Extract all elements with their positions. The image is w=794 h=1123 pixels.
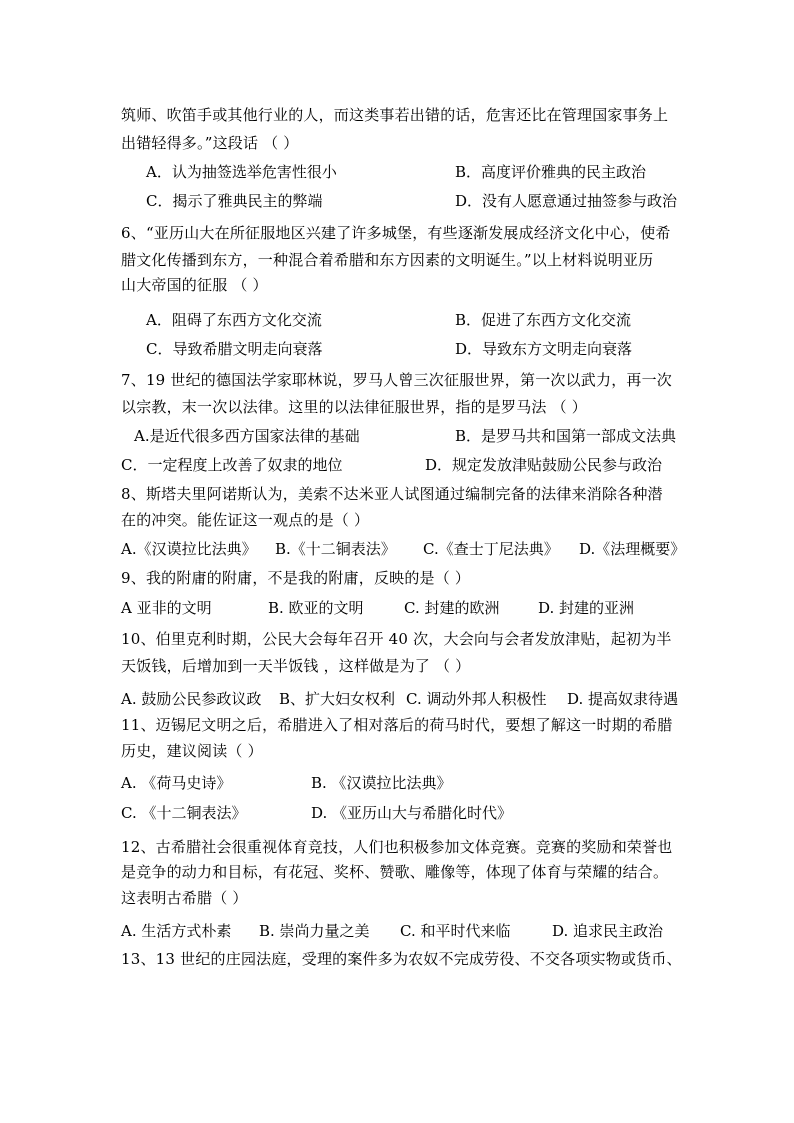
q6-option-b: B．促进了东西方文化交流	[455, 311, 632, 329]
q7-option-a: A.是近代很多西方国家法律的基础	[134, 427, 360, 445]
q9-option-a: A 亚非的文明	[121, 599, 212, 617]
q12-stem-line3: 这表明古希腊（ ）	[121, 889, 248, 907]
q13-stem-line1: 13、13 世纪的庄园法庭，受理的案件多为农奴不完成劳役、不交各项实物或货币、	[121, 950, 682, 968]
q8-option-b: B.《十二铜表法》	[275, 540, 396, 558]
q8-option-d: D.《法理概要》	[579, 540, 686, 558]
q11-stem-line1: 11、迈锡尼文明之后，希腊进入了相对落后的荷马时代，要想了解这一时期的希腊	[121, 716, 673, 734]
q12-option-c: C. 和平时代来临	[400, 922, 511, 940]
q8-option-a: A.《汉谟拉比法典》	[121, 540, 257, 558]
q10-option-a: A. 鼓励公民参政议政	[121, 690, 262, 708]
q9-option-c: C. 封建的欧洲	[404, 599, 500, 617]
q10-option-c: C. 调动外邦人积极性	[406, 690, 547, 708]
q9-stem-line1: 9、我的附庸的附庸，不是我的附庸，反映的是（ ）	[121, 569, 471, 587]
q5-stem-line2: 出错轻得多。”这段话 （ ）	[121, 134, 299, 152]
q12-stem-line2: 是竞争的动力和目标，有花冠、奖杯、赞歌、雕像等，体现了体育与荣耀的结合。	[121, 863, 669, 881]
q7-option-b: B．是罗马共和国第一部成文法典	[455, 427, 677, 445]
q6-stem-line3: 山大帝国的征服 （ ）	[121, 276, 268, 294]
q11-option-a: A. 《荷马史诗》	[121, 774, 232, 792]
q6-stem-line1: 6、“亚历山大在所征服地区兴建了许多城堡，有些逐渐发展成经济文化中心，使希	[121, 224, 671, 242]
q10-stem-line2: 天饭钱，后增加到一天半饭钱 ，这样做是为了 （ ）	[121, 657, 471, 675]
q5-option-a: A．认为抽签选举危害性很小	[146, 163, 337, 181]
q10-option-b: B、扩大妇女权利	[279, 690, 396, 708]
q8-stem-line1: 8、斯塔夫里阿诺斯认为，美索不达米亚人试图通过编制完备的法律来消除各种潜	[121, 485, 663, 503]
q7-option-d: D．规定发放津贴鼓励公民参与政治	[425, 456, 663, 474]
q9-option-d: D. 封建的亚洲	[538, 599, 635, 617]
q11-option-b: B. 《汉谟拉比法典》	[311, 774, 452, 792]
q5-stem-line1: 筑师、吹笛手或其他行业的人，而这类事若出错的话，危害还比在管理国家事务上	[121, 106, 669, 124]
q5-option-c: C．揭示了雅典民主的弊端	[146, 192, 323, 210]
q7-option-c: C．一定程度上改善了奴隶的地位	[121, 456, 343, 474]
q7-stem-line2: 以宗教，末一次以法律。这里的以法律征服世界，指的是罗马法 （ ）	[121, 398, 587, 416]
q6-option-c: C．导致希腊文明走向衰落	[146, 340, 323, 358]
q12-stem-line1: 12、古希腊社会很重视体育竞技，人们也积极参加文体竞赛。竞赛的奖励和荣誉也	[121, 838, 673, 856]
q6-stem-line2: 腊文化传播到东方，一种混合着希腊和东方因素的文明诞生。”以上材料说明亚历	[121, 251, 654, 269]
q7-stem-line1: 7、19 世纪的德国法学家耶林说，罗马人曾三次征服世界，第一次以武力，再一次	[121, 371, 673, 389]
q6-option-d: D．导致东方文明走向衰落	[455, 340, 633, 358]
q8-option-c: C.《查士丁尼法典》	[423, 540, 559, 558]
q11-option-d: D. 《亚历山大与希腊化时代》	[311, 804, 513, 822]
q12-option-a: A. 生活方式朴素	[121, 922, 232, 940]
q11-option-c: C. 《十二铜表法》	[121, 804, 247, 822]
q5-option-d: D．没有人愿意通过抽签参与政治	[455, 192, 678, 210]
q8-stem-line2: 在的冲突。能佐证这一观点的是（ ）	[121, 511, 370, 529]
q12-option-d: D. 追求民主政治	[552, 922, 664, 940]
q6-option-a: A．阻碍了东西方文化交流	[146, 311, 322, 329]
q9-option-b: B. 欧亚的文明	[268, 599, 364, 617]
q12-option-b: B. 崇尚力量之美	[259, 922, 370, 940]
q10-stem-line1: 10、伯里克利时期，公民大会每年召开 40 次，大会向与会者发放津贴，起初为半	[121, 630, 672, 648]
q5-option-b: B．高度评价雅典的民主政治	[455, 163, 647, 181]
q10-option-d: D. 提高奴隶待遇	[567, 690, 679, 708]
q11-stem-line2: 历史，建议阅读（ ）	[121, 742, 263, 760]
